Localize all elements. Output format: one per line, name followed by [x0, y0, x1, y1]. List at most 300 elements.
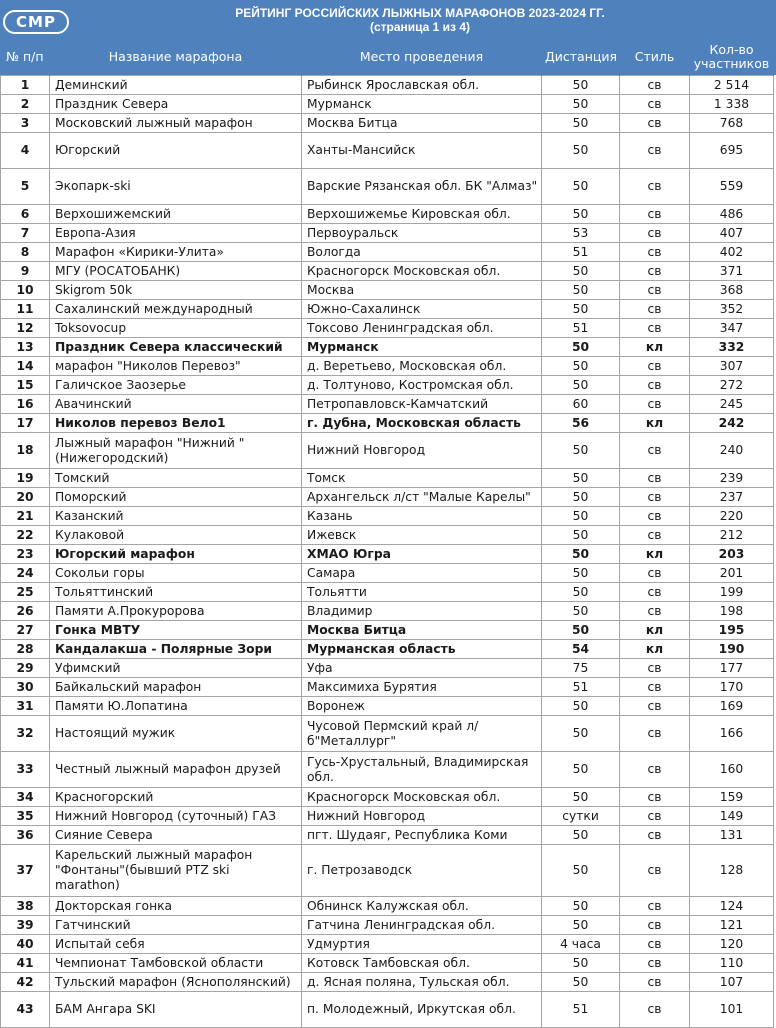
title-line-1: РЕЙТИНГ РОССИЙСКИХ ЛЫЖНЫХ МАРАФОНОВ 2023-2024 ГГ.	[235, 6, 605, 20]
marathon-style: св	[620, 788, 690, 807]
table-row	[1, 697, 774, 716]
marathon-name: Toksovocup	[50, 319, 302, 338]
table-row	[1, 935, 774, 954]
table-row	[1, 338, 774, 357]
participant-count: 198	[690, 602, 774, 621]
marathon-location: Ханты-Мансийск	[302, 133, 542, 169]
marathon-name: Авачинский	[50, 395, 302, 414]
marathon-location: Самара	[302, 564, 542, 583]
marathon-location: Красногорск Московская обл.	[302, 788, 542, 807]
marathon-location: д. Веретьево, Московская обл.	[302, 357, 542, 376]
table-row	[1, 826, 774, 845]
marathon-distance: 4 часа	[542, 935, 620, 954]
marathon-style: св	[620, 133, 690, 169]
participant-count: 695	[690, 133, 774, 169]
participant-count: 201	[690, 564, 774, 583]
marathon-name: Skigrom 50k	[50, 281, 302, 300]
marathon-distance: 75	[542, 659, 620, 678]
marathon-style: св	[620, 262, 690, 281]
row-number: 35	[1, 807, 50, 826]
row-number: 27	[1, 621, 50, 640]
table-row	[1, 659, 774, 678]
marathon-style: кл	[620, 545, 690, 564]
participant-count: 272	[690, 376, 774, 395]
marathon-distance: 50	[542, 716, 620, 752]
marathon-name: Поморский	[50, 488, 302, 507]
marathon-style: св	[620, 583, 690, 602]
row-number: 26	[1, 602, 50, 621]
marathon-location: Рыбинск Ярославская обл.	[302, 76, 542, 95]
marathon-location: Гатчина Ленинградская обл.	[302, 916, 542, 935]
marathon-distance: 50	[542, 433, 620, 469]
marathon-name: Гонка МВТУ	[50, 621, 302, 640]
table-row	[1, 845, 774, 897]
marathon-location: Петропавловск-Камчатский	[302, 395, 542, 414]
marathon-name: марафон "Николов Перевоз"	[50, 357, 302, 376]
marathon-location: Вологда	[302, 243, 542, 262]
row-number: 29	[1, 659, 50, 678]
table-row	[1, 281, 774, 300]
participant-count: 332	[690, 338, 774, 357]
marathon-name: Тульский марафон (Яснополянский)	[50, 973, 302, 992]
marathon-location: г. Петрозаводск	[302, 845, 542, 897]
marathon-distance: 50	[542, 114, 620, 133]
marathon-style: св	[620, 954, 690, 973]
row-number: 30	[1, 678, 50, 697]
marathon-style: св	[620, 357, 690, 376]
marathon-location: Верхошижемье Кировская обл.	[302, 205, 542, 224]
marathon-location: Москва Битца	[302, 621, 542, 640]
page-title	[100, 6, 740, 34]
table-row	[1, 507, 774, 526]
marathon-name: БАМ Ангара SKI	[50, 992, 302, 1028]
marathon-style: св	[620, 469, 690, 488]
marathon-style: св	[620, 916, 690, 935]
table-row	[1, 678, 774, 697]
marathon-location: пгт. Шудаяг, Республика Коми	[302, 826, 542, 845]
table-row	[1, 76, 774, 95]
participant-count: 149	[690, 807, 774, 826]
participant-count: 1 338	[690, 95, 774, 114]
marathon-distance: 54	[542, 640, 620, 659]
participant-count: 166	[690, 716, 774, 752]
marathon-location: Чусовой Пермский край л/б"Металлург"	[302, 716, 542, 752]
marathon-distance: 50	[542, 469, 620, 488]
marathon-name: Настоящий мужик	[50, 716, 302, 752]
marathon-location: Москва Битца	[302, 114, 542, 133]
marathon-location: Обнинск Калужская обл.	[302, 897, 542, 916]
marathon-style: св	[620, 205, 690, 224]
table-row	[1, 376, 774, 395]
marathon-style: св	[620, 376, 690, 395]
marathon-name: Московский лыжный марафон	[50, 114, 302, 133]
participant-count: 559	[690, 169, 774, 205]
row-number: 1	[1, 76, 50, 95]
col-header-num: № п/п	[1, 39, 50, 76]
marathon-style: св	[620, 935, 690, 954]
row-number: 18	[1, 433, 50, 469]
marathon-distance: 50	[542, 526, 620, 545]
marathon-location: Максимиха Бурятия	[302, 678, 542, 697]
marathon-name: Югорский марафон	[50, 545, 302, 564]
marathon-location: Красногорск Московская обл.	[302, 262, 542, 281]
marathon-name: Нижний Новгород (суточный) ГАЗ	[50, 807, 302, 826]
participant-count: 120	[690, 935, 774, 954]
participant-count: 2 514	[690, 76, 774, 95]
table-row	[1, 897, 774, 916]
marathon-distance: 50	[542, 826, 620, 845]
marathon-style: св	[620, 678, 690, 697]
row-number: 12	[1, 319, 50, 338]
row-number: 41	[1, 954, 50, 973]
table-row	[1, 992, 774, 1028]
row-number: 22	[1, 526, 50, 545]
marathon-style: св	[620, 845, 690, 897]
marathon-name: Галичское Заозерье	[50, 376, 302, 395]
marathon-distance: 51	[542, 992, 620, 1028]
participant-count: 195	[690, 621, 774, 640]
marathon-distance: 50	[542, 752, 620, 788]
marathon-name: Европа-Азия	[50, 224, 302, 243]
marathon-distance: 50	[542, 845, 620, 897]
table-row	[1, 357, 774, 376]
row-number: 11	[1, 300, 50, 319]
participant-count: 352	[690, 300, 774, 319]
participant-count: 245	[690, 395, 774, 414]
marathon-name: Чемпионат Тамбовской области	[50, 954, 302, 973]
row-number: 38	[1, 897, 50, 916]
marathon-location: Мурманск	[302, 95, 542, 114]
row-number: 16	[1, 395, 50, 414]
marathon-style: св	[620, 114, 690, 133]
marathon-distance: 50	[542, 564, 620, 583]
participant-count: 307	[690, 357, 774, 376]
marathon-name: Тольяттинский	[50, 583, 302, 602]
marathon-style: св	[620, 281, 690, 300]
row-number: 31	[1, 697, 50, 716]
marathon-distance: 56	[542, 414, 620, 433]
participant-count: 347	[690, 319, 774, 338]
marathon-style: св	[620, 300, 690, 319]
participant-count: 107	[690, 973, 774, 992]
marathon-distance: 50	[542, 973, 620, 992]
marathon-distance: 50	[542, 954, 620, 973]
marathon-name: Красногорский	[50, 788, 302, 807]
participant-count: 486	[690, 205, 774, 224]
marathon-distance: 50	[542, 488, 620, 507]
marathon-distance: 50	[542, 621, 620, 640]
marathon-name: Верхошижемский	[50, 205, 302, 224]
col-header-name: Название марафона	[50, 39, 302, 76]
marathon-distance: 50	[542, 262, 620, 281]
row-number: 5	[1, 169, 50, 205]
marathon-style: кл	[620, 414, 690, 433]
marathon-style: св	[620, 488, 690, 507]
marathon-location: Казань	[302, 507, 542, 526]
table-row	[1, 488, 774, 507]
marathon-name: Кандалакша - Полярные Зори	[50, 640, 302, 659]
marathon-style: св	[620, 395, 690, 414]
marathon-location: Нижний Новгород	[302, 433, 542, 469]
row-number: 19	[1, 469, 50, 488]
table-row	[1, 583, 774, 602]
row-number: 36	[1, 826, 50, 845]
table-row	[1, 262, 774, 281]
row-number: 39	[1, 916, 50, 935]
marathon-distance: 51	[542, 243, 620, 262]
participant-count: 124	[690, 897, 774, 916]
row-number: 21	[1, 507, 50, 526]
row-number: 32	[1, 716, 50, 752]
participant-count: 240	[690, 433, 774, 469]
table-row	[1, 433, 774, 469]
marathon-distance: 50	[542, 583, 620, 602]
marathon-name: МГУ (РОСАТОБАНК)	[50, 262, 302, 281]
row-number: 24	[1, 564, 50, 583]
ratings-table	[0, 39, 774, 1028]
marathon-distance: 50	[542, 897, 620, 916]
row-number: 20	[1, 488, 50, 507]
row-number: 4	[1, 133, 50, 169]
row-number: 34	[1, 788, 50, 807]
marathon-distance: 50	[542, 602, 620, 621]
marathon-name: Гатчинский	[50, 916, 302, 935]
row-number: 15	[1, 376, 50, 395]
participant-count: 203	[690, 545, 774, 564]
row-number: 7	[1, 224, 50, 243]
marathon-location: Токсово Ленинградская обл.	[302, 319, 542, 338]
marathon-name: Памяти Ю.Лопатина	[50, 697, 302, 716]
marathon-location: Варские Рязанская обл. БК "Алмаз"	[302, 169, 542, 205]
marathon-style: св	[620, 697, 690, 716]
marathon-distance: 50	[542, 545, 620, 564]
marathon-distance: 50	[542, 376, 620, 395]
marathon-distance: 51	[542, 319, 620, 338]
participant-count: 170	[690, 678, 774, 697]
marathon-location: ХМАО Югра	[302, 545, 542, 564]
marathon-style: кл	[620, 621, 690, 640]
marathon-location: Воронеж	[302, 697, 542, 716]
marathon-name: Кулаковой	[50, 526, 302, 545]
marathon-name: Честный лыжный марафон друзей	[50, 752, 302, 788]
table-row	[1, 545, 774, 564]
participant-count: 128	[690, 845, 774, 897]
marathon-name: Праздник Севера	[50, 95, 302, 114]
participant-count: 371	[690, 262, 774, 281]
table-row	[1, 564, 774, 583]
table-row	[1, 114, 774, 133]
participant-count: 110	[690, 954, 774, 973]
participant-count: 190	[690, 640, 774, 659]
marathon-location: г. Дубна, Московская область	[302, 414, 542, 433]
marathon-style: кл	[620, 640, 690, 659]
col-header-count: Кол-во участников	[690, 39, 774, 76]
marathon-distance: 50	[542, 76, 620, 95]
marathon-style: св	[620, 807, 690, 826]
marathon-name: Югорский	[50, 133, 302, 169]
row-number: 43	[1, 992, 50, 1028]
marathon-name: Праздник Севера классический	[50, 338, 302, 357]
marathon-name: Уфимский	[50, 659, 302, 678]
table-row	[1, 526, 774, 545]
marathon-name: Марафон «Кирики-Улита»	[50, 243, 302, 262]
marathon-location: Котовск Тамбовская обл.	[302, 954, 542, 973]
participant-count: 402	[690, 243, 774, 262]
marathon-name: Памяти А.Прокуророва	[50, 602, 302, 621]
participant-count: 177	[690, 659, 774, 678]
marathon-distance: 50	[542, 300, 620, 319]
participant-count: 237	[690, 488, 774, 507]
table-row	[1, 300, 774, 319]
marathon-location: Томск	[302, 469, 542, 488]
row-number: 17	[1, 414, 50, 433]
marathon-distance: 50	[542, 697, 620, 716]
marathon-style: св	[620, 433, 690, 469]
marathon-location: д. Ясная поляна, Тульская обл.	[302, 973, 542, 992]
marathon-name: Экопарк-ski	[50, 169, 302, 205]
marathon-style: кл	[620, 338, 690, 357]
marathon-distance: 50	[542, 205, 620, 224]
marathon-name: Деминский	[50, 76, 302, 95]
col-header-style: Стиль	[620, 39, 690, 76]
participant-count: 159	[690, 788, 774, 807]
row-number: 3	[1, 114, 50, 133]
marathon-distance: 50	[542, 169, 620, 205]
marathon-distance: 51	[542, 678, 620, 697]
marathon-name: Николов перевоз Вело1	[50, 414, 302, 433]
marathon-name: Докторская гонка	[50, 897, 302, 916]
marathon-distance: 50	[542, 507, 620, 526]
marathon-location: Мурманск	[302, 338, 542, 357]
participant-count: 101	[690, 992, 774, 1028]
table-row	[1, 95, 774, 114]
marathon-style: св	[620, 95, 690, 114]
marathon-name: Испытай себя	[50, 935, 302, 954]
table-row	[1, 621, 774, 640]
table-row	[1, 716, 774, 752]
participant-count: 160	[690, 752, 774, 788]
smr-logo: СМР	[3, 10, 69, 34]
row-number: 33	[1, 752, 50, 788]
table-row	[1, 602, 774, 621]
marathon-name: Томский	[50, 469, 302, 488]
participant-count: 212	[690, 526, 774, 545]
row-number: 25	[1, 583, 50, 602]
marathon-name: Сахалинский международный	[50, 300, 302, 319]
marathon-style: св	[620, 243, 690, 262]
marathon-location: Удмуртия	[302, 935, 542, 954]
row-number: 10	[1, 281, 50, 300]
marathon-style: св	[620, 76, 690, 95]
marathon-distance: 50	[542, 338, 620, 357]
table-row	[1, 169, 774, 205]
marathon-distance: 50	[542, 281, 620, 300]
table-row	[1, 395, 774, 414]
marathon-location: п. Молодежный, Иркутская обл.	[302, 992, 542, 1028]
row-number: 37	[1, 845, 50, 897]
participant-count: 239	[690, 469, 774, 488]
marathon-location: Тольятти	[302, 583, 542, 602]
table-row	[1, 224, 774, 243]
marathon-name: Сияние Севера	[50, 826, 302, 845]
marathon-location: Москва	[302, 281, 542, 300]
marathon-location: Гусь-Хрустальный, Владимирская обл.	[302, 752, 542, 788]
table-row	[1, 916, 774, 935]
marathon-style: св	[620, 992, 690, 1028]
row-number: 2	[1, 95, 50, 114]
marathon-distance: 50	[542, 133, 620, 169]
marathon-location: Южно-Сахалинск	[302, 300, 542, 319]
table-row	[1, 752, 774, 788]
marathon-location: Нижний Новгород	[302, 807, 542, 826]
table-row	[1, 469, 774, 488]
row-number: 6	[1, 205, 50, 224]
marathon-distance: 53	[542, 224, 620, 243]
marathon-distance: 50	[542, 916, 620, 935]
marathon-style: св	[620, 897, 690, 916]
table-row	[1, 807, 774, 826]
row-number: 9	[1, 262, 50, 281]
marathon-name: Казанский	[50, 507, 302, 526]
marathon-distance: сутки	[542, 807, 620, 826]
participant-count: 368	[690, 281, 774, 300]
row-number: 23	[1, 545, 50, 564]
marathon-style: св	[620, 602, 690, 621]
marathon-style: св	[620, 564, 690, 583]
marathon-style: св	[620, 526, 690, 545]
participant-count: 407	[690, 224, 774, 243]
marathon-location: Владимир	[302, 602, 542, 621]
marathon-style: св	[620, 973, 690, 992]
table-header-row	[1, 39, 774, 76]
table-row	[1, 414, 774, 433]
marathon-style: св	[620, 507, 690, 526]
marathon-distance: 50	[542, 357, 620, 376]
participant-count: 131	[690, 826, 774, 845]
row-number: 28	[1, 640, 50, 659]
table-row	[1, 243, 774, 262]
marathon-location: Первоуральск	[302, 224, 542, 243]
table-row	[1, 954, 774, 973]
marathon-style: св	[620, 169, 690, 205]
participant-count: 121	[690, 916, 774, 935]
table-row	[1, 973, 774, 992]
row-number: 14	[1, 357, 50, 376]
marathon-location: д. Толтуново, Костромская обл.	[302, 376, 542, 395]
marathon-distance: 50	[542, 95, 620, 114]
table-row	[1, 205, 774, 224]
row-number: 42	[1, 973, 50, 992]
title-line-2: (страница 1 из 4)	[369, 20, 471, 34]
marathon-style: св	[620, 716, 690, 752]
participant-count: 169	[690, 697, 774, 716]
marathon-distance: 60	[542, 395, 620, 414]
participant-count: 768	[690, 114, 774, 133]
marathon-location: Ижевск	[302, 526, 542, 545]
participant-count: 242	[690, 414, 774, 433]
marathon-name: Сокольи горы	[50, 564, 302, 583]
marathon-name: Карельский лыжный марафон "Фонтаны"(бывший PTZ ski marathon)	[50, 845, 302, 897]
row-number: 8	[1, 243, 50, 262]
table-row	[1, 319, 774, 338]
row-number: 40	[1, 935, 50, 954]
table-row	[1, 133, 774, 169]
marathon-style: св	[620, 659, 690, 678]
marathon-location: Уфа	[302, 659, 542, 678]
marathon-style: св	[620, 752, 690, 788]
marathon-style: св	[620, 319, 690, 338]
col-header-place: Место проведения	[302, 39, 542, 76]
